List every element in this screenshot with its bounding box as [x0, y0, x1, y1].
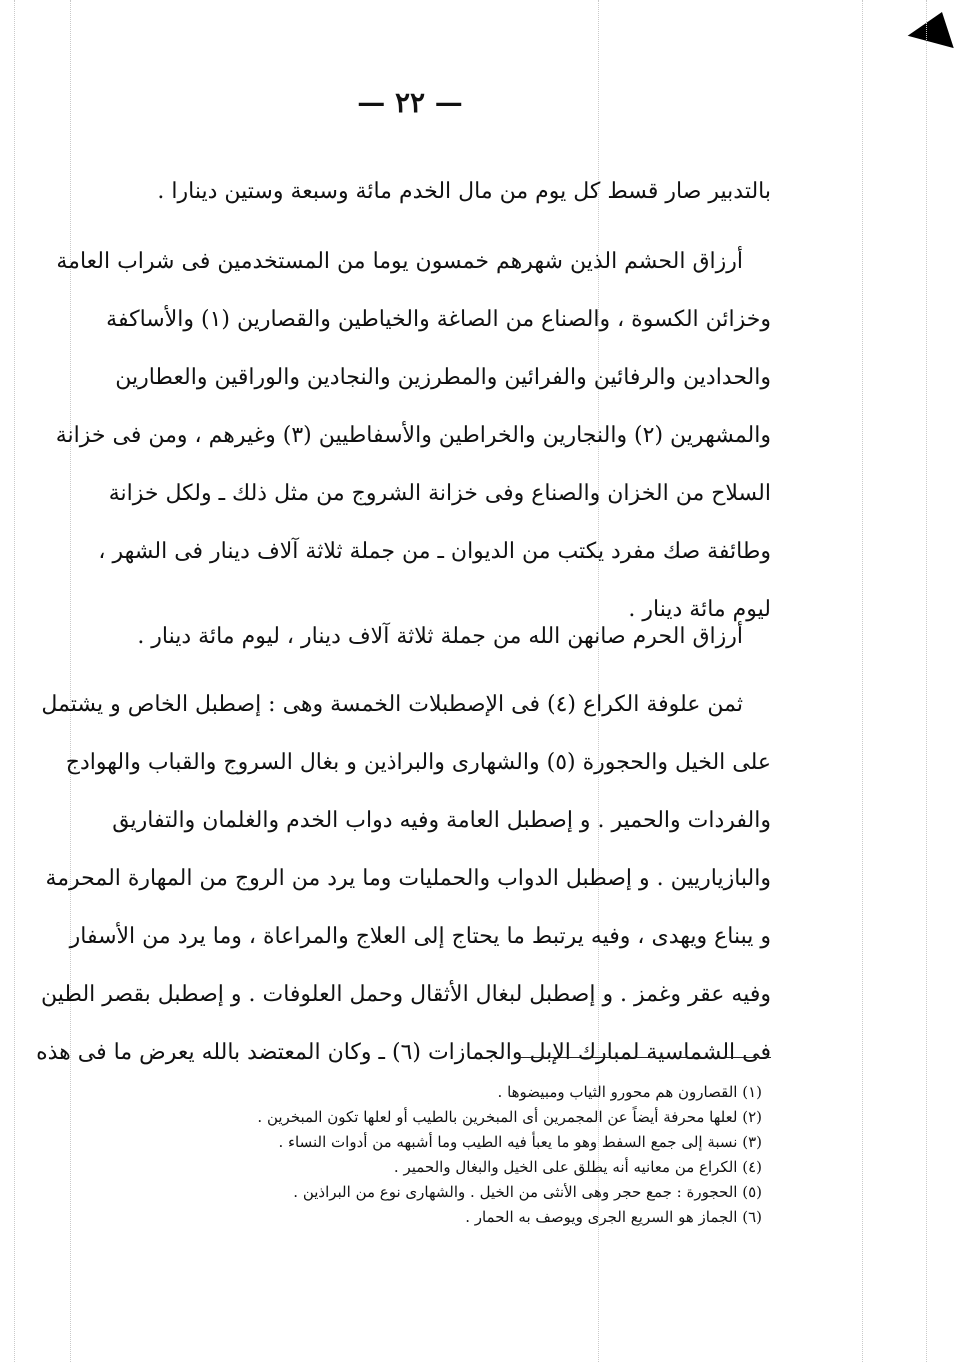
page-number: — ٢٢ — [357, 86, 463, 119]
paragraph-2 [55, 233, 771, 639]
text-line: والمشهرين (٢) والنجارين والخراطين والأسفاطيين (٣) وغيرهم ، ومن فى خزانة [55, 423, 771, 448]
paragraph-4 [36, 676, 771, 1082]
footnotes [150, 1080, 762, 1230]
text-line: أرزاق الحشم الذين شهرهم خمسون يوما من المستخدمين فى شراب العامة [56, 249, 743, 274]
text-line: ليوم مائة دينار . [628, 597, 771, 622]
text-line: و يبناع ويهدى ، وفيه يرتبط ما يحتاج إلى العلاج والمراعاة ، وما يرد من الأسفار [69, 924, 771, 949]
text-line: وخزائن الكسوة ، والصناع من الصاغة والخياطين والقصارين (١) والأساكفة [106, 307, 771, 332]
scan-dot-line [926, 0, 927, 1362]
footnote: (٢) لعلها محرفة أيضاً عن المجمرين أى المبخرين بالطيب أو لعلها تكون المبخرين . [257, 1108, 762, 1126]
text-line: على الخيل والحجورة (٥) والشهارى والبراذين و بغال السروج والقباب والهوادج [65, 750, 771, 775]
text-line: أرزاق الحرم صانهن الله من جملة ثلاثة آلاف دينار ، ليوم مائة دينار . [137, 624, 743, 649]
text-line: والبازياريين . و إصطبل الدواب والحمليات وما يرد من الروج من المهارة المحرمة [45, 866, 771, 891]
text-line: السلاح من الخزان والصناع وفى خزانة الشروج من مثل ذلك ـ ولكل خزانة [108, 481, 771, 506]
text-line: والفردات والحمير . و إصطبل العامة وفيه دواب الخدم والغلمان والتفاريق [112, 808, 771, 833]
footnote: (١) القصارون هم محورو الثياب ومبيضوها . [497, 1083, 762, 1101]
paragraph-1 [78, 163, 771, 221]
footnote: (٥) الحجورة : جمع حجر وهى الأنثى من الخيل . والشهارى نوع من البراذين . [293, 1183, 762, 1201]
scan-dot-line [862, 0, 863, 1362]
text-line: وفيه عقر وغمز . و إصطبل لبغال الأثقال وحمل العلوفات . و إصطبل بقصر الطين [41, 982, 771, 1007]
footnote: (٦) الجماز هو السريع الجرى ويوصف به الحمار . [465, 1208, 762, 1226]
footnote-separator [515, 1057, 771, 1058]
text-line: والحدادين والرفائين والفرائين والمطرزين والنجادين والوراقين والعطارين [115, 365, 771, 390]
scan-dot-line [14, 0, 15, 1362]
footnote: (٣) نسبة إلى جمع السفط وهو ما يعبأ فيه الطيب وما أشبهه من أدوات النساء . [278, 1133, 762, 1151]
corner-arrow-mark [904, 12, 954, 61]
text-line: بالتدبير صار قسط كل يوم من مال الخدم مائة وسبعة وستين دينارا . [157, 179, 771, 204]
footnote: (٤) الكراع من معانيه أنه يطلق على الخيل والبغال والحمير . [393, 1158, 762, 1176]
paragraph-3 [78, 608, 771, 666]
text-line: وطائفة صك مفرد يكتب من الديوان ـ من جملة ثلاثة آلاف دينار فى الشهر ، [98, 539, 771, 564]
text-line: فى الشماسية لمبارك الإبل والجمازات (٦) ـ وكان المعتضد بالله يعرض ما فى هذه [36, 1040, 771, 1065]
text-line: ثمن علوفة الكراع (٤) فى الإصطبلات الخمسة وهى : إصطبل الخاص و يشتمل [41, 692, 743, 717]
